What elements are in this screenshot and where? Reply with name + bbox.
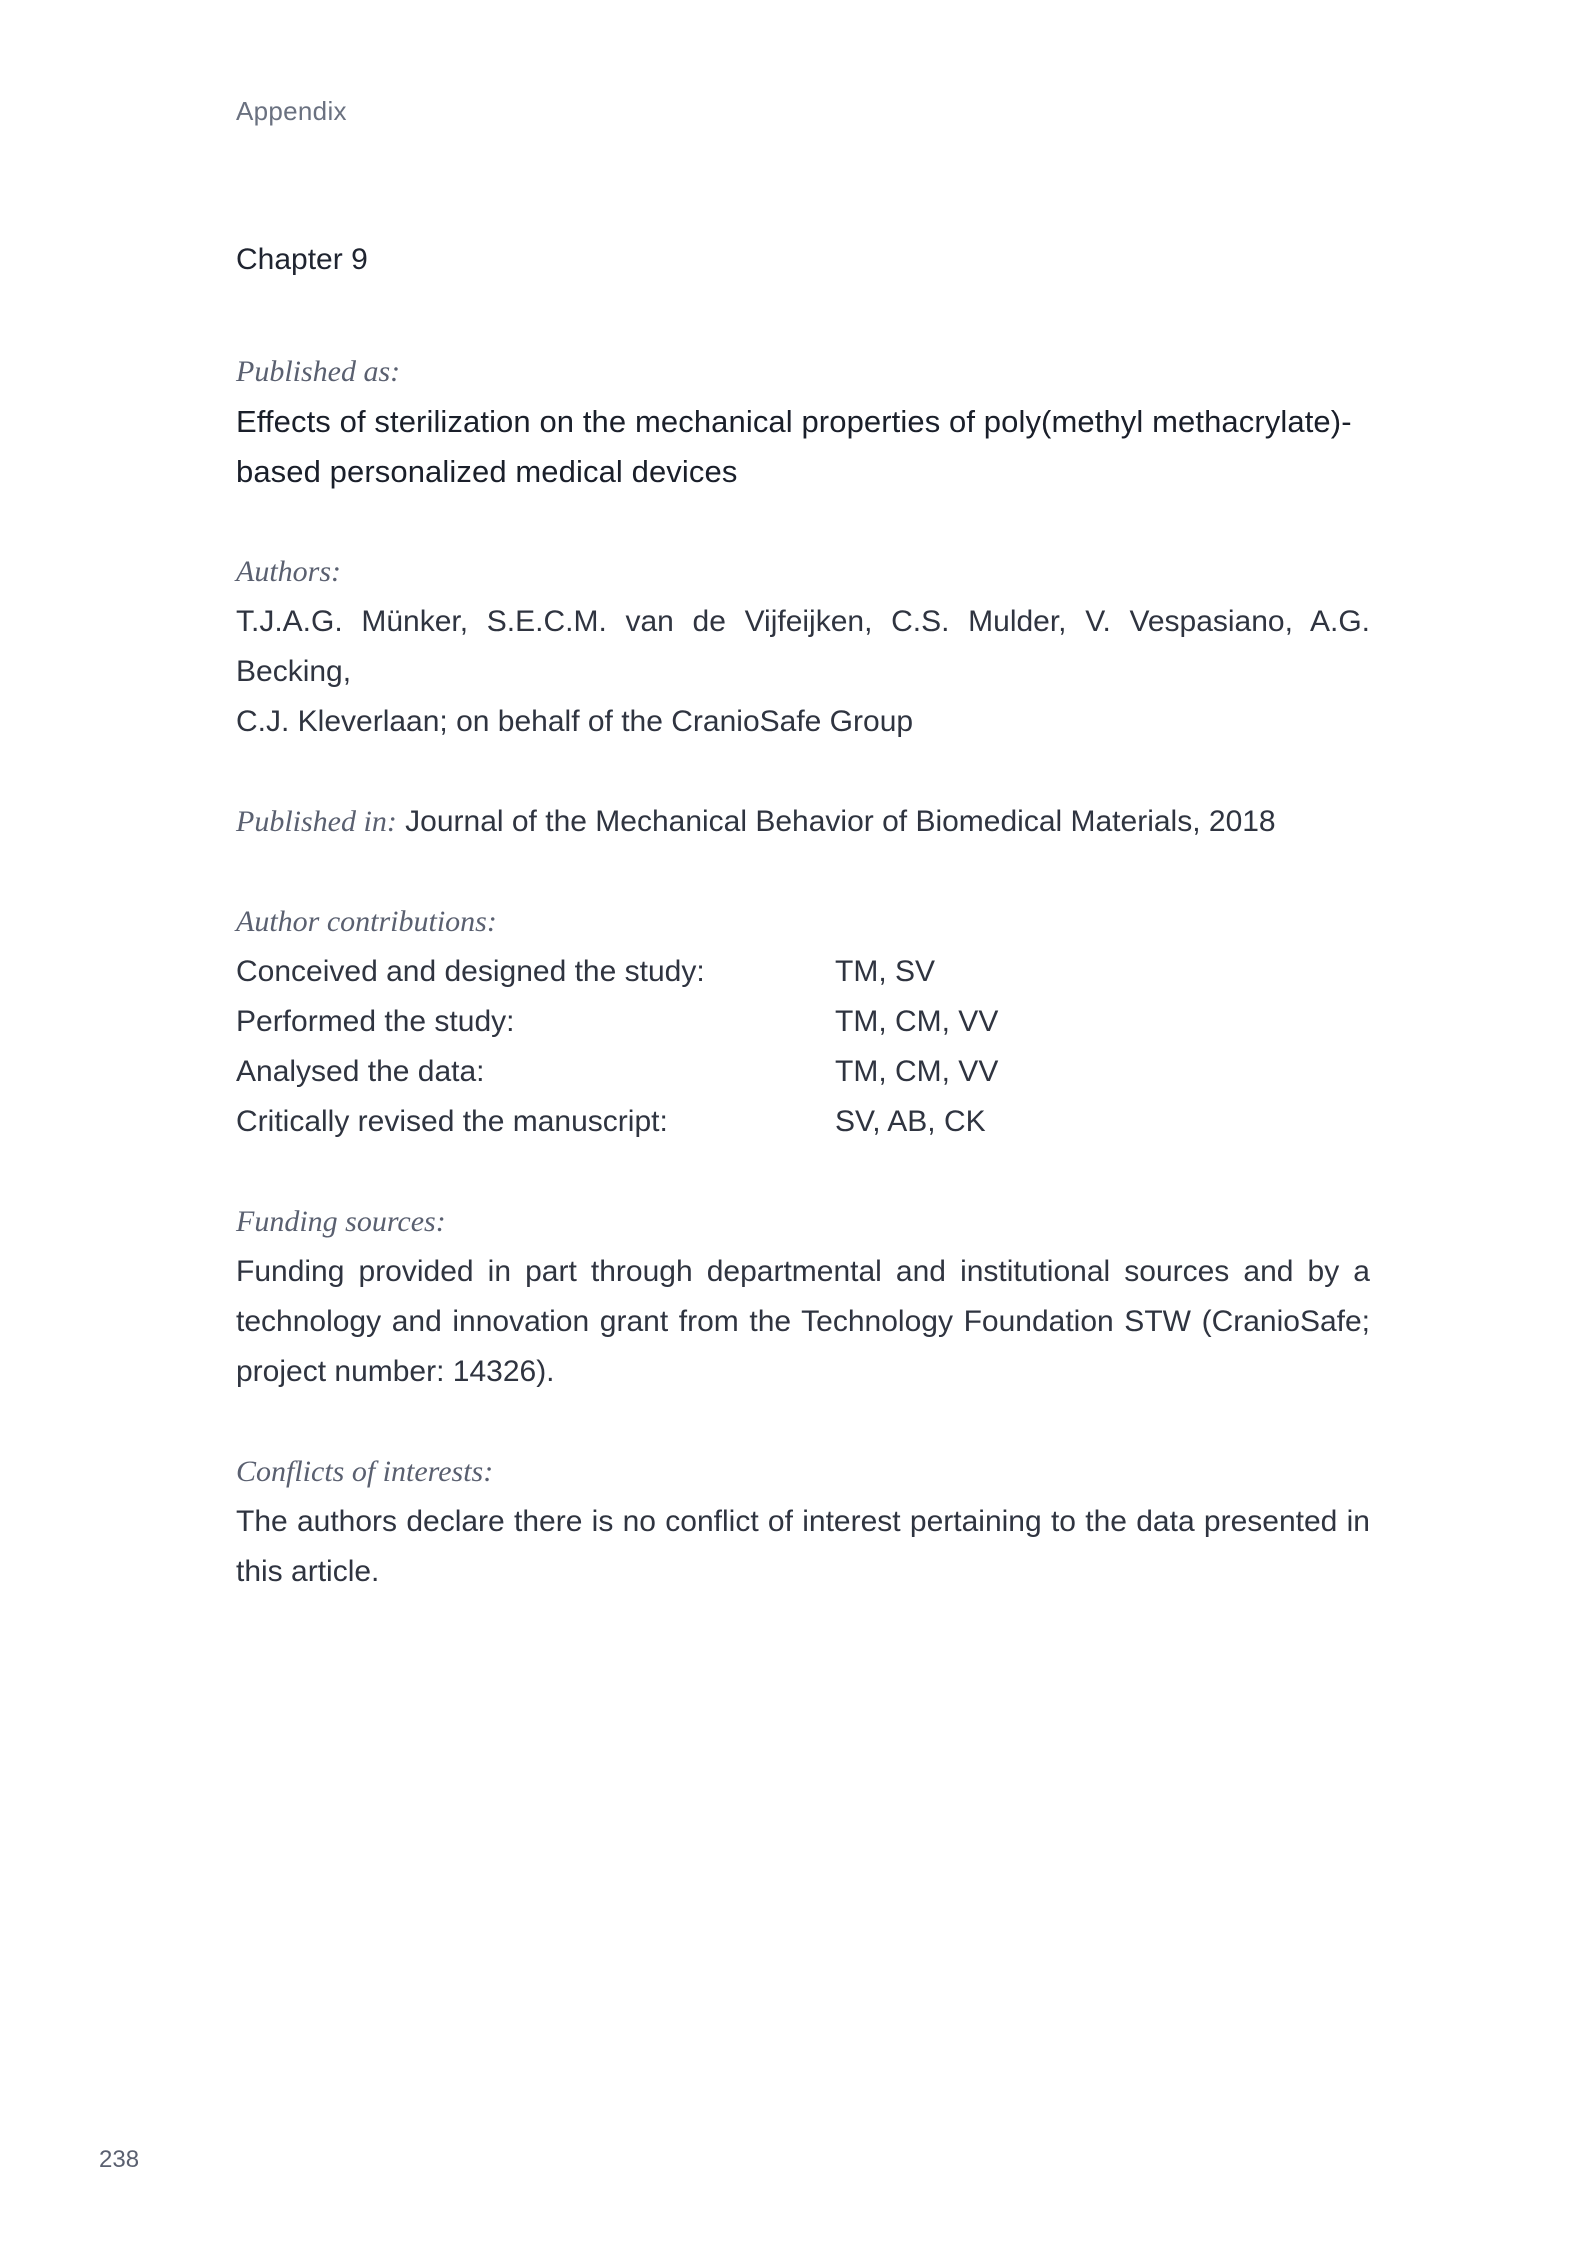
authors-section — [236, 547, 1370, 747]
contribution-row — [236, 947, 1370, 997]
running-head: Appendix — [236, 96, 347, 126]
authors-label: Authors: — [236, 555, 341, 588]
article-title-line-1: Effects of sterilization on the mechanical properties of poly(methyl methacrylate)- — [236, 404, 1352, 439]
funding-section — [236, 1197, 1370, 1397]
contribution-task: Conceived and designed the study: — [236, 955, 705, 988]
contribution-authors: TM, SV — [835, 955, 936, 988]
author-contributions-section — [236, 897, 1370, 1147]
published-in-section — [236, 797, 1370, 847]
contribution-authors: TM, CM, VV — [835, 1055, 999, 1088]
contribution-task: Performed the study: — [236, 1005, 515, 1038]
funding-line-3: project number: 14326). — [236, 1355, 555, 1388]
author-contributions-label: Author contributions: — [236, 905, 497, 938]
conflicts-label: Conflicts of interests: — [236, 1455, 494, 1488]
published-in-line — [236, 797, 1370, 847]
published-as-section — [236, 347, 1370, 497]
contribution-task: Analysed the data: — [236, 1055, 485, 1088]
page-content — [236, 235, 1370, 1647]
authors-line-2: C.J. Kleverlaan; on behalf of the CranioSafe Group — [236, 705, 914, 738]
published-in-value: Journal of the Mechanical Behavior of Biomedical Materials, 2018 — [396, 805, 1276, 838]
published-as-label: Published as: — [236, 355, 401, 388]
conflicts-line-2: this article. — [236, 1555, 380, 1588]
contribution-row — [236, 1047, 1370, 1097]
contribution-row — [236, 1097, 1370, 1147]
page-number: 238 — [99, 2146, 140, 2173]
funding-line-1: Funding provided in part through departmental and institutional sources and by a — [236, 1255, 1370, 1288]
authors-line-1: T.J.A.G. Münker, S.E.C.M. van de Vijfeijken, C.S. Mulder, V. Vespasiano, A.G. Becking, — [236, 605, 1370, 688]
funding-line-2: technology and innovation grant from the Technology Foundation STW (CranioSafe; — [236, 1305, 1370, 1338]
conflicts-section — [236, 1447, 1370, 1597]
contribution-task: Critically revised the manuscript: — [236, 1105, 668, 1138]
contribution-authors: SV, AB, CK — [835, 1105, 986, 1138]
contribution-row — [236, 997, 1370, 1047]
conflicts-line-1: The authors declare there is no conflict of interest pertaining to the data presented in — [236, 1505, 1370, 1538]
contribution-authors: TM, CM, VV — [835, 1005, 999, 1038]
chapter-heading: Chapter 9 — [236, 243, 368, 276]
funding-label: Funding sources: — [236, 1205, 446, 1238]
published-in-label: Published in: — [236, 805, 397, 838]
article-title-line-2: based personalized medical devices — [236, 454, 738, 489]
